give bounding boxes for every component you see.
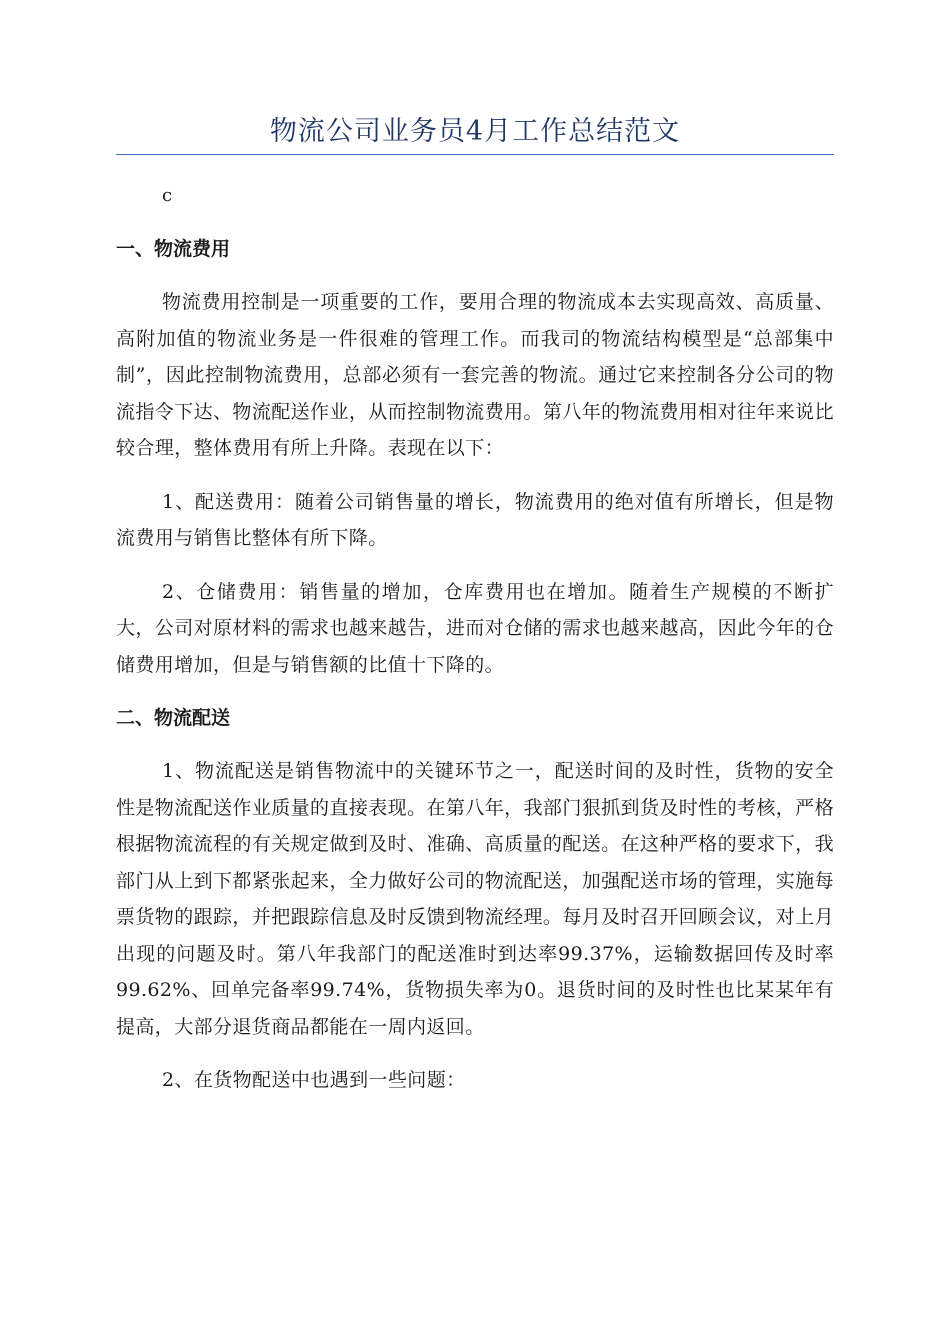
stray-character: c xyxy=(162,185,173,206)
title-underline xyxy=(116,154,834,155)
section-heading-logistics-cost: 一、物流费用 xyxy=(116,238,231,260)
document-body xyxy=(116,178,834,1099)
paragraph-delivery-performance: 1、物流配送是销售物流中的关键环节之一，配送时间的及时性，货物的安全性是物流配送作业质量的直接表现。在第八年，我部门狠抓到货及时性的考核，严格根据物流流程的有关规定做到及时、准确、高质量的配送。在这种严格的要求下，我部门从上到下都紧张起来，全力做好公司的物流配送，加强配送市场的管理，实施每票货物的跟踪，并把跟踪信息及时反馈到物流经理。每月及时召开回顾会议，对上月出现的问题及时。第八年我部门的配送准时到达率99.37%，运输数据回传及时率99.62%、回单完备率99.74%，货物损失率为0。退货时间的及时性也比某某年有提高，大部分退货商品都能在一周内返回。 xyxy=(116,760,834,1038)
paragraph-cost-control: 物流费用控制是一项重要的工作，要用合理的物流成本去实现高效、高质量、高附加值的物流业务是一件很难的管理工作。而我司的物流结构模型是“总部集中制”，因此控制物流费用，总部必须有一套完善的物流。通过它来控制各分公司的物流指令下达、物流配送作业，从而控制物流费用。第八年的物流费用相对往年来说比较合理，整体费用有所上升降。表现在以下： xyxy=(116,291,834,459)
paragraph-storage-cost: 2、仓储费用：销售量的增加，仓库费用也在增加。随着生产规模的不断扩大，公司对原材料的需求也越来越告，进而对仓储的需求也越来越高，因此今年的仓储费用增加，但是与销售额的比值十下降的。 xyxy=(116,580,834,676)
paragraph-delivery-issues: 2、在货物配送中也遇到一些问题： xyxy=(162,1069,466,1091)
document-title: 物流公司业务员4月工作总结范文 xyxy=(269,116,681,147)
section-heading-logistics-delivery: 二、物流配送 xyxy=(116,707,231,729)
paragraph-delivery-cost: 1、配送费用：随着公司销售量的增长，物流费用的绝对值有所增长，但是物流费用与销售比整体有所下降。 xyxy=(116,490,834,549)
